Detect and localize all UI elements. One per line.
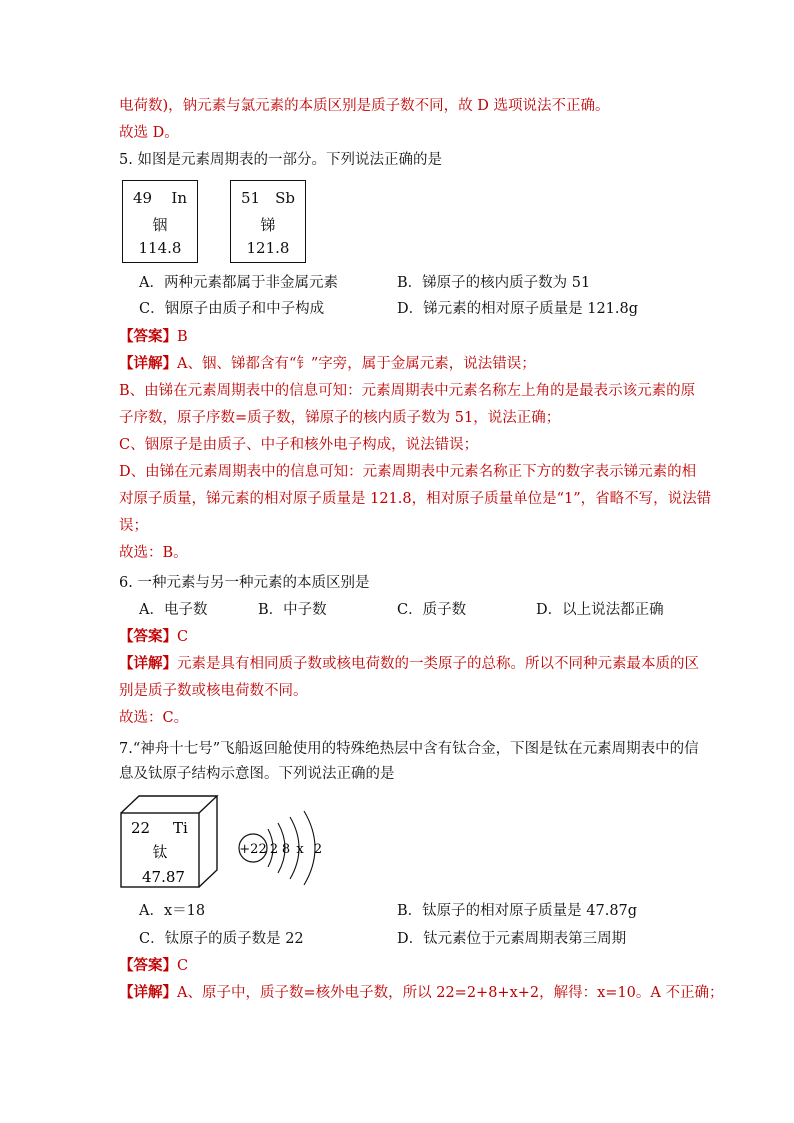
q6-option-a: A．电子数 bbox=[139, 602, 208, 618]
q6-detail-line: 【详解】元素是具有相同质子数或核电荷数的一类原子的总称。所以不同种元素最本质的区 bbox=[119, 655, 699, 672]
q5-option-b: B．锑原子的核内质子数为 51 bbox=[397, 275, 591, 291]
q5-option-d: D．锑元素的相对原子质量是 121.8g bbox=[397, 301, 639, 317]
element-name: 锑 bbox=[260, 216, 276, 234]
atomic-mass: 114.8 bbox=[138, 239, 182, 257]
q6-option-b: B．中子数 bbox=[258, 602, 327, 618]
q5-option-c: C．铟原子由质子和中子构成 bbox=[139, 301, 325, 317]
q6-option-d: D．以上说法都正确 bbox=[536, 602, 664, 618]
q5-detail-line: D、由锑在元素周期表中的信息可知：元素周期表中元素名称正下方的数字表示锑元素的相 bbox=[119, 464, 697, 480]
element-card-indium bbox=[122, 180, 198, 263]
shell-electron-count: 2 bbox=[269, 842, 279, 857]
q6-stem: 6. 一种元素与另一种元素的本质区别是 bbox=[119, 575, 370, 591]
q5-detail-line: C、铟原子是由质子、中子和核外电子构成，说法错误； bbox=[119, 437, 479, 453]
q5-answer: 【答案】B bbox=[119, 328, 188, 345]
titanium-figure bbox=[118, 793, 348, 893]
atom-structure-diagram bbox=[239, 811, 322, 885]
shell-electron-count: 2 bbox=[313, 842, 323, 857]
atomic-number: 22 bbox=[131, 819, 151, 837]
element-symbol: In bbox=[171, 189, 187, 207]
q5-detail-line: 对原子质量，锑元素的相对原子质量是 121.8，相对原子质量单位是“1”，省略不写，说法错 bbox=[119, 491, 712, 507]
q5-option-a: A．两种元素都属于非金属元素 bbox=[139, 275, 338, 291]
q7-option-b: B．钛原子的相对原子质量是 47.87g bbox=[397, 903, 638, 919]
q5-detail-line: 【详解】A、铟、锑都含有“钅”字旁，属于金属元素，说法错误； bbox=[119, 355, 536, 372]
q7-option-c: C．钛原子的质子数是 22 bbox=[139, 931, 304, 947]
atomic-mass: 121.8 bbox=[246, 239, 290, 257]
q5-conclusion: 故选：B。 bbox=[119, 545, 188, 561]
atomic-number: 49 bbox=[133, 189, 153, 207]
q6-detail-line: 别是质子数或核电荷数不同。 bbox=[119, 683, 308, 699]
element-name: 铟 bbox=[152, 216, 168, 234]
q5-detail-line: 误； bbox=[119, 518, 148, 534]
element-name: 钛 bbox=[152, 843, 168, 861]
q7-stem-line: 7.“神舟十七号”飞船返回舱使用的特殊绝热层中含有钛合金，下图是钛在元素周期表中的信 bbox=[119, 741, 699, 757]
q7-option-a: A．x＝18 bbox=[139, 903, 206, 919]
atomic-mass: 47.87 bbox=[142, 868, 185, 886]
shell-electron-count: x bbox=[296, 842, 304, 857]
q6-conclusion: 故选：C。 bbox=[119, 710, 189, 726]
q6-option-c: C．质子数 bbox=[397, 602, 467, 618]
q4-conclusion: 故选 D。 bbox=[119, 125, 179, 141]
element-card-antimony bbox=[230, 180, 306, 263]
q4-explanation-line: 电荷数)，钠元素与氯元素的本质区别是质子数不同，故 D 选项说法不正确。 bbox=[119, 98, 610, 114]
shell-electron-count: 8 bbox=[281, 842, 291, 857]
q5-stem: 5. 如图是元素周期表的一部分。下列说法正确的是 bbox=[119, 152, 442, 168]
q6-answer: 【答案】C bbox=[119, 628, 189, 645]
element-symbol: Sb bbox=[275, 189, 295, 207]
element-symbol: Ti bbox=[173, 819, 188, 837]
atomic-number: 51 bbox=[241, 189, 261, 207]
q5-detail-line: 子序数，原子序数=质子数，锑原子的核内质子数为 51，说法正确； bbox=[119, 410, 561, 426]
q7-stem-line: 息及钛原子结构示意图。下列说法正确的是 bbox=[119, 766, 395, 782]
q5-detail-line: B、由锑在元素周期表中的信息可知：元素周期表中元素名称左上角的是最表示该元素的原 bbox=[119, 383, 696, 399]
nucleus-charge: +22 bbox=[239, 842, 267, 857]
q7-answer: 【答案】C bbox=[119, 957, 189, 974]
q7-option-d: D．钛元素位于元素周期表第三周期 bbox=[397, 931, 627, 947]
q7-detail-line: 【详解】A、原子中，质子数=核外电子数，所以 22=2+8+x+2，解得：x=10。A 不正确； bbox=[119, 984, 724, 1001]
